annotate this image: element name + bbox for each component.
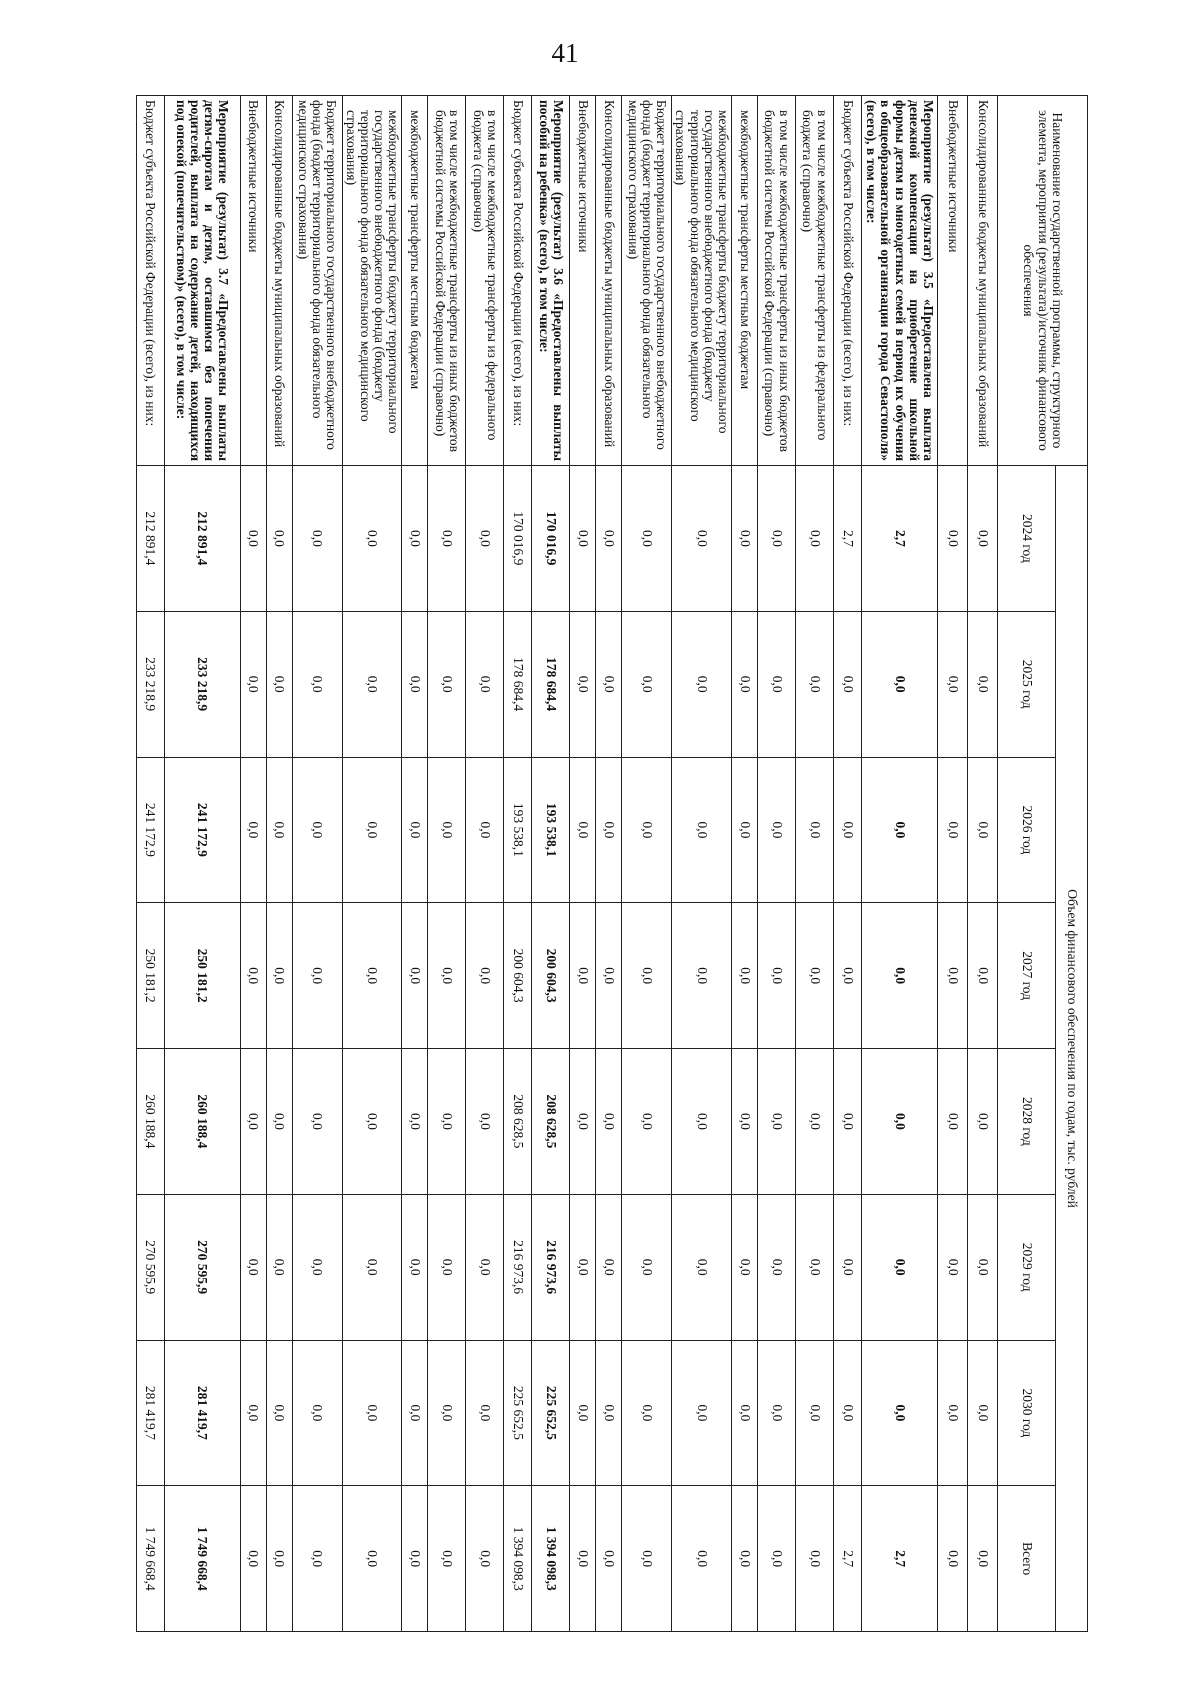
cell-value: 0,0: [862, 903, 938, 1049]
cell-value: 0,0: [596, 1194, 622, 1340]
cell-value: 0,0: [622, 1340, 672, 1486]
cell-value: 0,0: [240, 1340, 266, 1486]
cell-value: 0,0: [266, 1486, 292, 1632]
cell-value: 0,0: [862, 1340, 938, 1486]
cell-value: 0,0: [968, 611, 998, 757]
table-row: [570, 96, 596, 1632]
cell-value: 270 595,9: [164, 1194, 240, 1340]
table-row: [342, 96, 402, 1632]
table-row: [504, 96, 532, 1632]
cell-value: 0,0: [672, 1340, 732, 1486]
cell-value: 0,0: [240, 1486, 266, 1632]
cell-value: 0,0: [402, 1340, 428, 1486]
cell-value: 0,0: [240, 466, 266, 612]
cell-value: 0,0: [834, 1340, 862, 1486]
cell-value: 0,0: [672, 1194, 732, 1340]
cell-value: 225 652,5: [504, 1340, 532, 1486]
cell-value: 0,0: [938, 1340, 968, 1486]
cell-value: 0,0: [266, 757, 292, 903]
table-row: [796, 96, 834, 1632]
cell-value: 0,0: [968, 757, 998, 903]
cell-value: 0,0: [596, 1486, 622, 1632]
cell-value: 0,0: [732, 1049, 758, 1195]
cell-value: 0,0: [342, 1486, 402, 1632]
cell-value: 0,0: [596, 757, 622, 903]
cell-value: 260 188,4: [164, 1049, 240, 1195]
row-name: в том числе межбюджетные трансферты из федерального бюджета (справочно): [466, 96, 504, 466]
cell-value: 0,0: [732, 1340, 758, 1486]
cell-value: 200 604,3: [504, 903, 532, 1049]
cell-value: 0,0: [292, 903, 342, 1049]
cell-value: 0,0: [596, 466, 622, 612]
cell-value: 0,0: [938, 757, 968, 903]
cell-value: 0,0: [428, 466, 466, 612]
cell-value: 241 172,9: [164, 757, 240, 903]
cell-value: 0,0: [240, 1049, 266, 1195]
cell-value: 281 419,7: [136, 1340, 164, 1486]
cell-value: 0,0: [402, 1194, 428, 1340]
table-row: [622, 96, 672, 1632]
cell-value: 0,0: [570, 1486, 596, 1632]
cell-value: 0,0: [796, 1049, 834, 1195]
cell-value: 0,0: [428, 903, 466, 1049]
row-name: Бюджет субъекта Российской Федерации (всего), из них:: [834, 96, 862, 466]
cell-value: 0,0: [938, 1194, 968, 1340]
cell-value: 0,0: [466, 903, 504, 1049]
cell-value: 0,0: [266, 466, 292, 612]
cell-value: 208 628,5: [532, 1049, 570, 1195]
table-row-measure: [164, 96, 240, 1632]
cell-value: 0,0: [428, 1049, 466, 1195]
cell-value: 216 973,6: [504, 1194, 532, 1340]
cell-value: 0,0: [596, 1049, 622, 1195]
cell-value: 0,0: [428, 757, 466, 903]
row-name: Бюджет территориального государственного внебюджетного фонда (бюджет территориального фонда обязательного медицинского страхования): [292, 96, 342, 466]
cell-value: 0,0: [292, 1486, 342, 1632]
cell-value: 0,0: [758, 903, 796, 1049]
table-row: [596, 96, 622, 1632]
cell-value: 0,0: [732, 757, 758, 903]
header-year: 2028 год: [998, 1049, 1056, 1195]
cell-value: 0,0: [834, 1049, 862, 1195]
cell-value: 0,0: [292, 466, 342, 612]
cell-value: 0,0: [732, 1194, 758, 1340]
row-name: Бюджет территориального государственного внебюджетного фонда (бюджет территориального фонда обязательного медицинского страхования): [622, 96, 672, 466]
cell-value: 0,0: [796, 757, 834, 903]
cell-value: 0,0: [622, 1486, 672, 1632]
cell-value: 0,0: [466, 1049, 504, 1195]
cell-value: 0,0: [834, 903, 862, 1049]
cell-value: 0,0: [292, 757, 342, 903]
row-name: Внебюджетные источники: [240, 96, 266, 466]
rotated-table-container: [143, 95, 1088, 1631]
cell-value: 193 538,1: [504, 757, 532, 903]
table-body: [136, 96, 997, 1632]
header-total: Всего: [998, 1486, 1056, 1632]
table-row: [136, 96, 164, 1632]
cell-value: 0,0: [862, 1049, 938, 1195]
cell-value: 200 604,3: [532, 903, 570, 1049]
cell-value: 0,0: [466, 1486, 504, 1632]
table-row: [834, 96, 862, 1632]
cell-value: 0,0: [266, 1049, 292, 1195]
cell-value: 0,0: [732, 466, 758, 612]
cell-value: 0,0: [968, 1486, 998, 1632]
cell-value: 0,0: [758, 466, 796, 612]
row-name: Бюджет субъекта Российской Федерации (всего), из них:: [504, 96, 532, 466]
cell-value: 0,0: [240, 1194, 266, 1340]
cell-value: 0,0: [570, 1340, 596, 1486]
cell-value: 0,0: [342, 611, 402, 757]
cell-value: 178 684,4: [532, 611, 570, 757]
cell-value: 0,0: [968, 903, 998, 1049]
row-name: межбюджетные трансферты местным бюджетам: [732, 96, 758, 466]
row-name: Бюджет субъекта Российской Федерации (всего), из них:: [136, 96, 164, 466]
cell-value: 233 218,9: [164, 611, 240, 757]
cell-value: 0,0: [342, 903, 402, 1049]
cell-value: 0,0: [672, 1486, 732, 1632]
cell-value: 2,7: [834, 1486, 862, 1632]
cell-value: 0,0: [266, 903, 292, 1049]
cell-value: 0,0: [672, 466, 732, 612]
cell-value: 1 394 098,3: [532, 1486, 570, 1632]
cell-value: 193 538,1: [532, 757, 570, 903]
cell-value: 225 652,5: [532, 1340, 570, 1486]
cell-value: 0,0: [938, 1049, 968, 1195]
cell-value: 0,0: [342, 757, 402, 903]
cell-value: 0,0: [596, 1340, 622, 1486]
table-row: [266, 96, 292, 1632]
cell-value: 0,0: [292, 611, 342, 757]
table-row: [428, 96, 466, 1632]
cell-value: 0,0: [622, 466, 672, 612]
cell-value: 0,0: [796, 466, 834, 612]
financing-table: [136, 95, 1088, 1632]
cell-value: 0,0: [266, 1340, 292, 1486]
cell-value: 0,0: [672, 903, 732, 1049]
cell-value: 0,0: [938, 611, 968, 757]
cell-value: 0,0: [570, 1194, 596, 1340]
cell-value: 1 394 098,3: [504, 1486, 532, 1632]
cell-value: 0,0: [862, 757, 938, 903]
cell-value: 0,0: [938, 1486, 968, 1632]
table-row: [938, 96, 968, 1632]
row-name: Консолидированные бюджеты муниципальных образований: [266, 96, 292, 466]
cell-value: 170 016,9: [504, 466, 532, 612]
cell-value: 0,0: [292, 1194, 342, 1340]
cell-value: 0,0: [796, 1486, 834, 1632]
cell-value: 212 891,4: [136, 466, 164, 612]
cell-value: 0,0: [570, 611, 596, 757]
cell-value: 0,0: [622, 1049, 672, 1195]
header-year: 2024 год: [998, 466, 1056, 612]
cell-value: 0,0: [240, 611, 266, 757]
cell-value: 0,0: [240, 757, 266, 903]
row-name: Мероприятие (результат) 3.6 «Предоставлены выплаты пособий на ребенка» (всего), в том числе:: [532, 96, 570, 466]
header-year: 2027 год: [998, 903, 1056, 1049]
cell-value: 0,0: [672, 1049, 732, 1195]
cell-value: 0,0: [240, 903, 266, 1049]
cell-value: 0,0: [758, 757, 796, 903]
cell-value: 2,7: [834, 466, 862, 612]
cell-value: 0,0: [758, 1340, 796, 1486]
cell-value: 0,0: [402, 466, 428, 612]
cell-value: 0,0: [596, 611, 622, 757]
cell-value: 0,0: [732, 1486, 758, 1632]
header-volume-title: Объем финансового обеспечения по годам, тыс. рублей: [1056, 466, 1088, 1632]
cell-value: 0,0: [796, 903, 834, 1049]
cell-value: 0,0: [796, 1340, 834, 1486]
cell-value: 0,0: [342, 466, 402, 612]
cell-value: 0,0: [796, 611, 834, 757]
cell-value: 0,0: [570, 466, 596, 612]
table-row: [466, 96, 504, 1632]
cell-value: 0,0: [796, 1194, 834, 1340]
cell-value: 0,0: [570, 1049, 596, 1195]
header-year: 2025 год: [998, 611, 1056, 757]
cell-value: 0,0: [466, 1194, 504, 1340]
cell-value: 216 973,6: [532, 1194, 570, 1340]
cell-value: 241 172,9: [136, 757, 164, 903]
row-name: Консолидированные бюджеты муниципальных образований: [596, 96, 622, 466]
cell-value: 0,0: [292, 1049, 342, 1195]
cell-value: 0,0: [466, 466, 504, 612]
cell-value: 0,0: [466, 757, 504, 903]
cell-value: 212 891,4: [164, 466, 240, 612]
row-name: межбюджетные трансферты бюджету территориального государственного внебюджетного фонда (бюджету территориального фонда обязательного медицинского страхования): [342, 96, 402, 466]
cell-value: 0,0: [732, 903, 758, 1049]
page-number: 41: [551, 38, 579, 68]
table-row: [402, 96, 428, 1632]
table-row: [672, 96, 732, 1632]
cell-value: 0,0: [968, 466, 998, 612]
cell-value: 0,0: [622, 1194, 672, 1340]
cell-value: 0,0: [862, 611, 938, 757]
cell-value: 0,0: [428, 611, 466, 757]
cell-value: 0,0: [266, 1194, 292, 1340]
table-row: [292, 96, 342, 1632]
table-row: [732, 96, 758, 1632]
cell-value: 260 188,4: [136, 1049, 164, 1195]
table-row-measure: [862, 96, 938, 1632]
table-row: [758, 96, 796, 1632]
table-row: [968, 96, 998, 1632]
row-name: Мероприятие (результат) 3.5 «Предоставлена выплата денежной компенсации на приобретение школьной формы детям из многодетных семей в период их обучения в общеобразовательной организации города Севастополя» (всего), в том числе:: [862, 96, 938, 466]
cell-value: 0,0: [622, 611, 672, 757]
cell-value: 0,0: [466, 611, 504, 757]
row-name: межбюджетные трансферты бюджету территориального государственного внебюджетного фонда (бюджету территориального фонда обязательного медицинского страхования): [672, 96, 732, 466]
header-year: 2029 год: [998, 1194, 1056, 1340]
cell-value: 250 181,2: [136, 903, 164, 1049]
cell-value: 0,0: [938, 466, 968, 612]
cell-value: 178 684,4: [504, 611, 532, 757]
cell-value: 2,7: [862, 1486, 938, 1632]
cell-value: 1 749 668,4: [164, 1486, 240, 1632]
cell-value: 0,0: [732, 611, 758, 757]
row-name: Внебюджетные источники: [938, 96, 968, 466]
cell-value: 0,0: [968, 1049, 998, 1195]
cell-value: 0,0: [342, 1194, 402, 1340]
cell-value: 208 628,5: [504, 1049, 532, 1195]
cell-value: 0,0: [968, 1194, 998, 1340]
cell-value: 170 016,9: [532, 466, 570, 612]
cell-value: 0,0: [342, 1049, 402, 1195]
row-name: Консолидированные бюджеты муниципальных образований: [968, 96, 998, 466]
cell-value: 0,0: [672, 757, 732, 903]
cell-value: 0,0: [428, 1340, 466, 1486]
cell-value: 2,7: [862, 466, 938, 612]
cell-value: 0,0: [570, 903, 596, 1049]
cell-value: 0,0: [672, 611, 732, 757]
cell-value: 0,0: [466, 1340, 504, 1486]
header-year: 2026 год: [998, 757, 1056, 903]
cell-value: 0,0: [758, 1486, 796, 1632]
cell-value: 0,0: [622, 757, 672, 903]
cell-value: 233 218,9: [136, 611, 164, 757]
row-name: Внебюджетные источники: [570, 96, 596, 466]
cell-value: 0,0: [596, 903, 622, 1049]
cell-value: 0,0: [834, 611, 862, 757]
row-name: в том числе межбюджетные трансферты из иных бюджетов бюджетной системы Российской Федерации (справочно): [428, 96, 466, 466]
cell-value: 0,0: [622, 903, 672, 1049]
cell-value: 0,0: [968, 1340, 998, 1486]
cell-value: 0,0: [342, 1340, 402, 1486]
header-name-column: Наименование государственной программы, структурного элемента, мероприятия (результата)/источник финансового обеспечения: [998, 96, 1088, 466]
cell-value: 0,0: [570, 757, 596, 903]
cell-value: 0,0: [428, 1486, 466, 1632]
cell-value: 0,0: [402, 757, 428, 903]
cell-value: 0,0: [428, 1194, 466, 1340]
cell-value: 281 419,7: [164, 1340, 240, 1486]
header-year: 2030 год: [998, 1340, 1056, 1486]
cell-value: 0,0: [292, 1340, 342, 1486]
row-name: в том числе межбюджетные трансферты из иных бюджетов бюджетной системы Российской Федерации (справочно): [758, 96, 796, 466]
cell-value: 0,0: [402, 1049, 428, 1195]
cell-value: 0,0: [266, 611, 292, 757]
cell-value: 0,0: [402, 1486, 428, 1632]
cell-value: 0,0: [758, 1194, 796, 1340]
cell-value: 0,0: [402, 903, 428, 1049]
cell-value: 0,0: [862, 1194, 938, 1340]
cell-value: 250 181,2: [164, 903, 240, 1049]
cell-value: 0,0: [758, 1049, 796, 1195]
cell-value: 270 595,9: [136, 1194, 164, 1340]
cell-value: 0,0: [758, 611, 796, 757]
table-row-measure: [532, 96, 570, 1632]
row-name: межбюджетные трансферты местным бюджетам: [402, 96, 428, 466]
row-name: Мероприятие (результат) 3.7 «Предоставлены выплаты детям-сиротам и детям, оставшимся без попечения родителей, выплата на содержание детей, находящихся под опекой (попечительством)» (всего), в том числе:: [164, 96, 240, 466]
cell-value: 0,0: [834, 757, 862, 903]
table-row: [240, 96, 266, 1632]
cell-value: 0,0: [402, 611, 428, 757]
row-name: в том числе межбюджетные трансферты из федерального бюджета (справочно): [796, 96, 834, 466]
cell-value: 0,0: [938, 903, 968, 1049]
cell-value: 0,0: [834, 1194, 862, 1340]
cell-value: 1 749 668,4: [136, 1486, 164, 1632]
